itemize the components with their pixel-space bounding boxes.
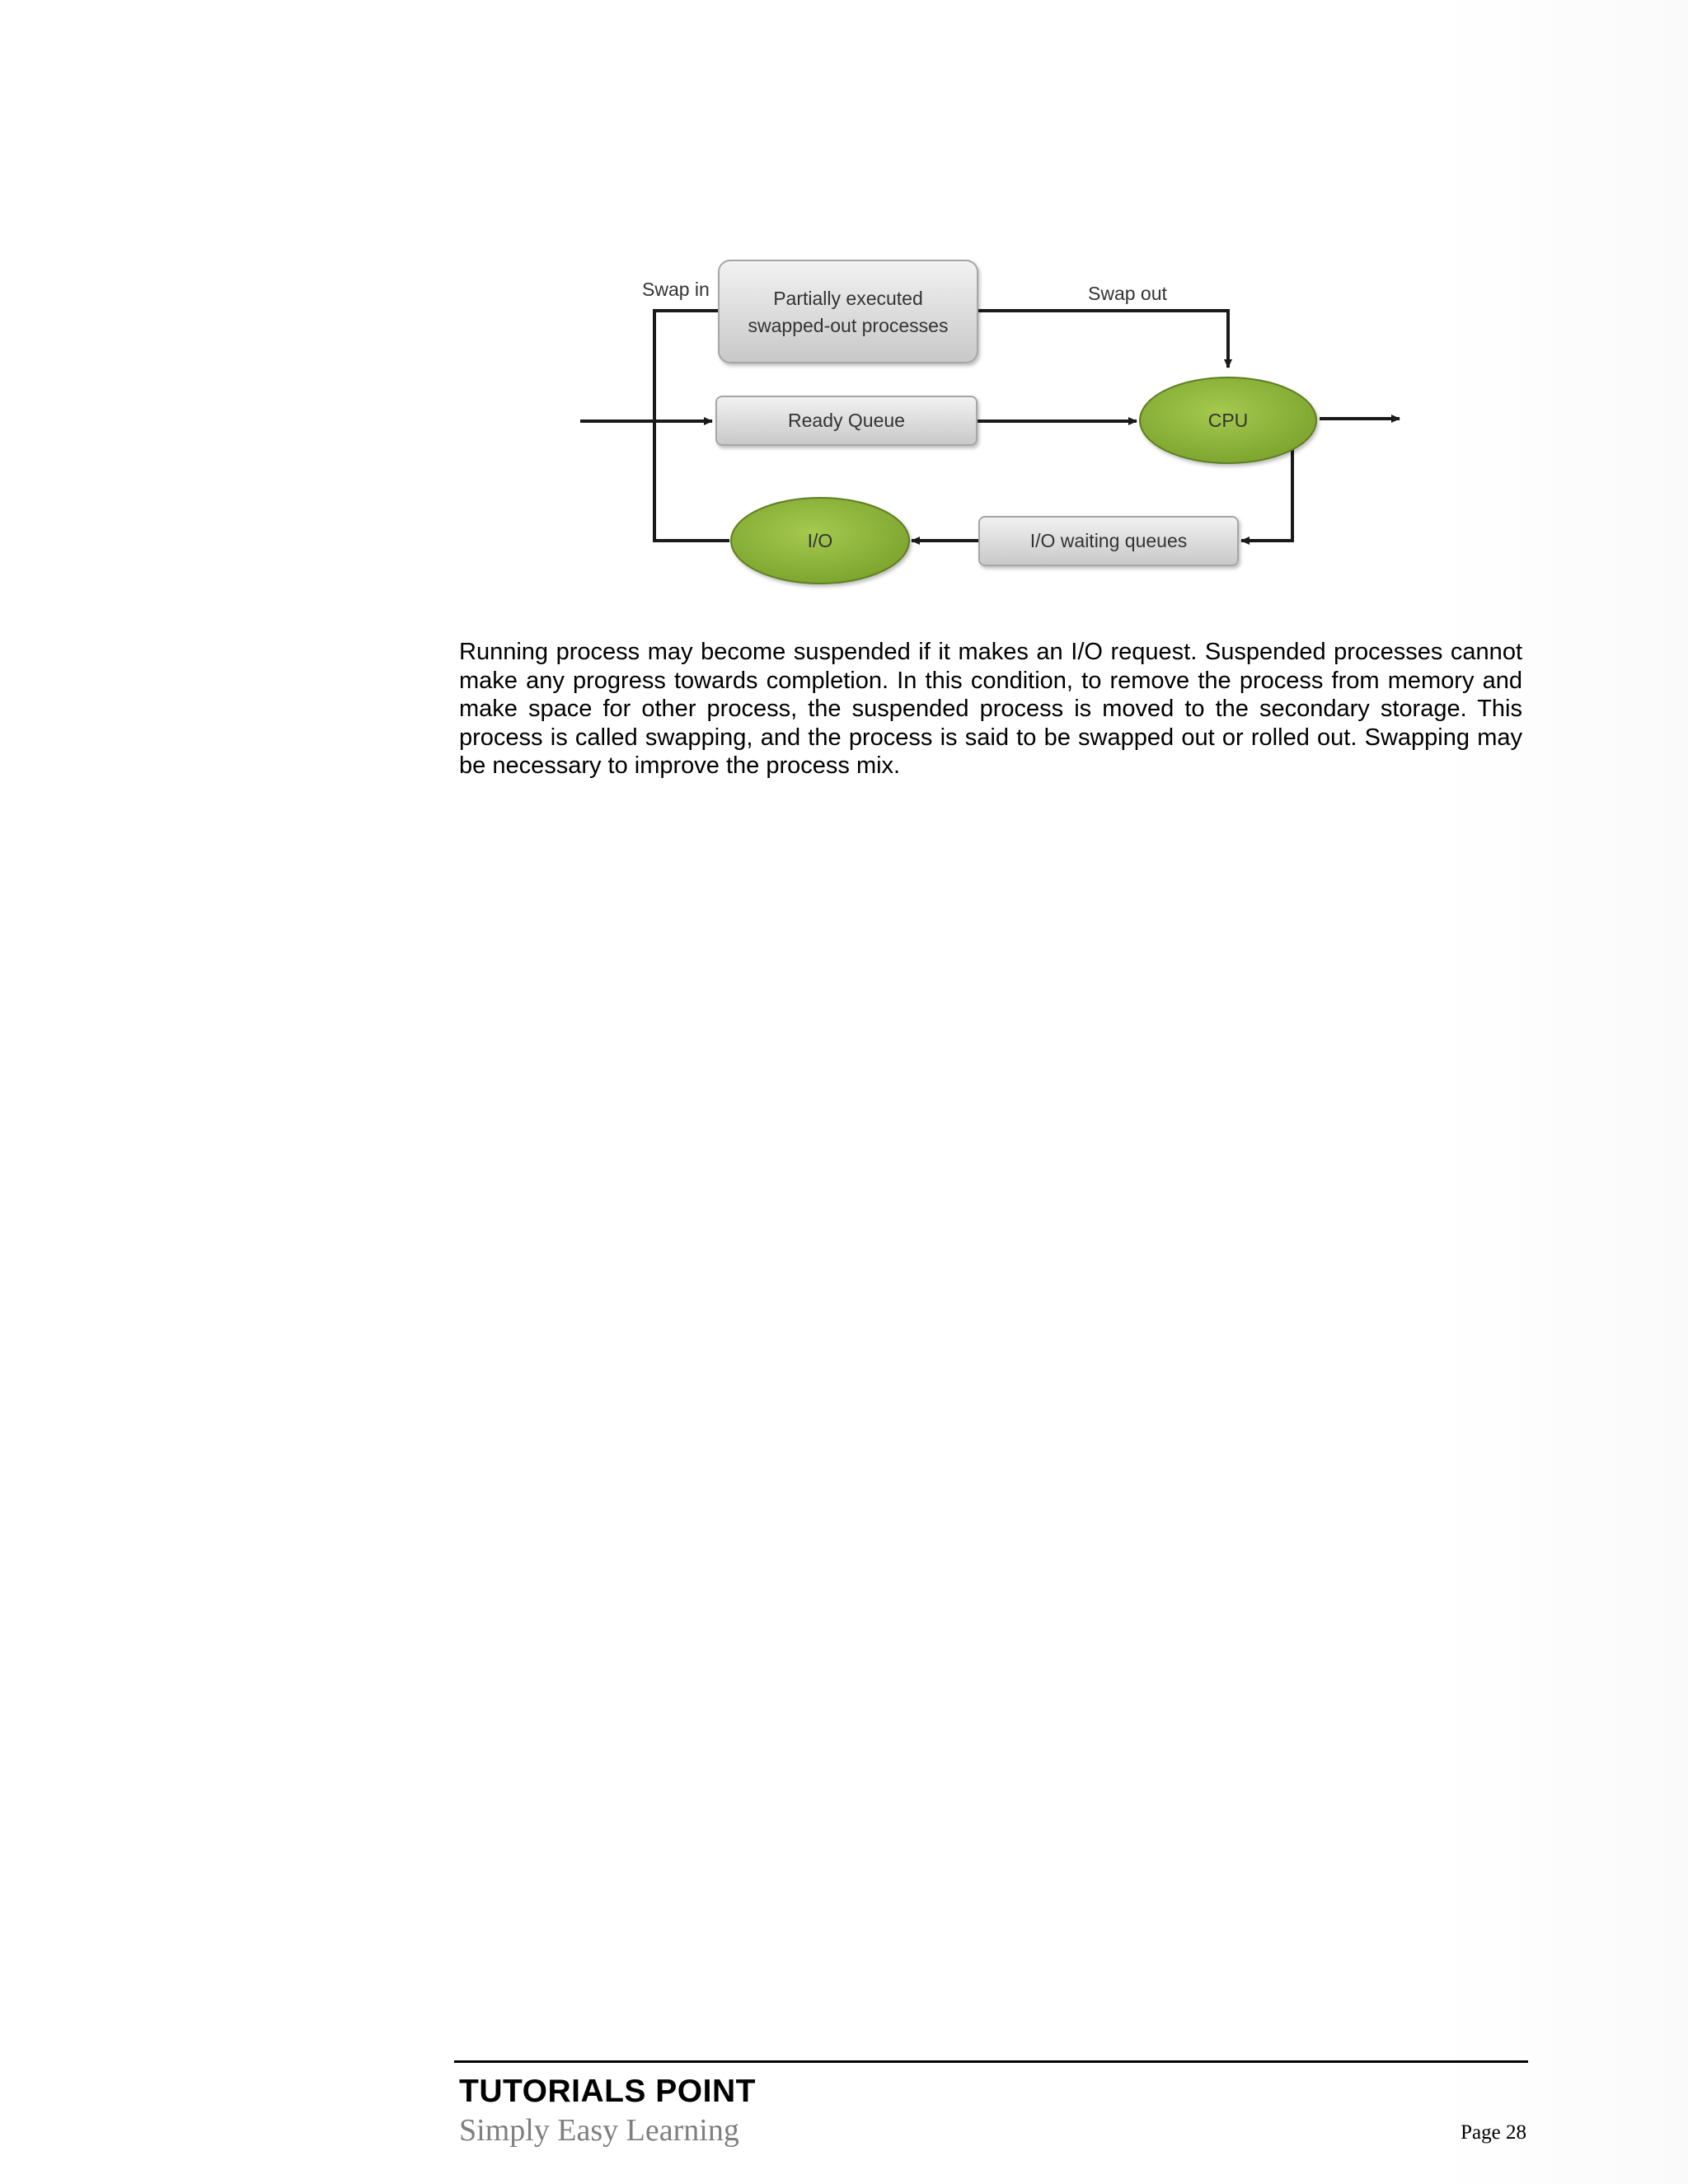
partially-executed-box [719,260,978,363]
io-label: I/O [807,530,833,551]
footer-tagline: Simply Easy Learning [459,2113,739,2148]
swap-out-label: Swap out [1088,283,1167,304]
ready-queue-label: Ready Queue [788,410,905,431]
page-number: Page 28 [1461,2121,1526,2144]
footer-divider [454,2060,1528,2063]
cpu-label: CPU [1207,410,1249,431]
partially-executed-label-line1: Partially executed [773,288,923,309]
io-waiting-queues-label: I/O waiting queues [1029,530,1188,551]
partially-executed-label-line2: swapped-out processes [748,315,949,336]
body-paragraph: Running process may become suspended if it makes an I/O request. Suspended processes cannot make any progress towards completion. In this condition, to remove the process from memory and make space for other process, the suspended process is moved to the secondary storage. This process is called swapping, and the process is said to be swapped out or rolled out. Swapping may be necessary to improve the process mix. [459,639,1522,779]
process-swapping-diagram [0,0,1688,626]
cpu-to-io-waiting-arrow [1241,449,1292,541]
swap-out-arrow [978,311,1228,368]
footer-brand: TUTORIALS POINT [459,2074,756,2109]
swap-in-label: Swap in [642,279,710,300]
